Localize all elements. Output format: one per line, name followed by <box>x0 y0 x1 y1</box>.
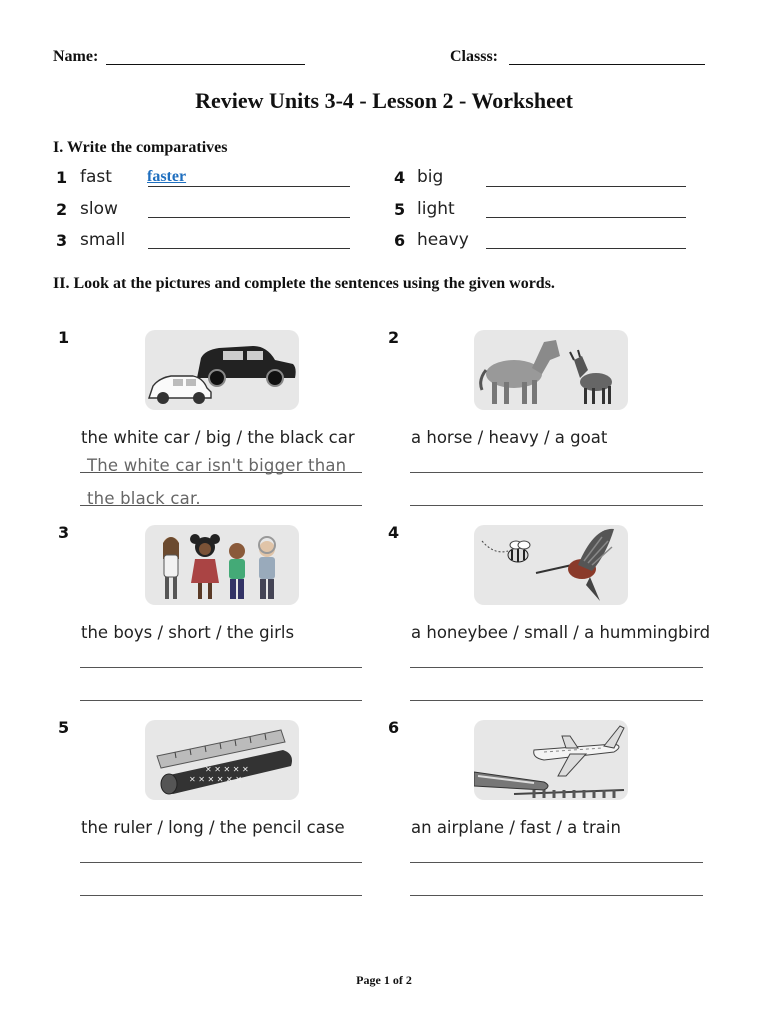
class-field[interactable] <box>509 50 705 65</box>
page-title: Review Units 3-4 - Lesson 2 - Worksheet <box>195 88 573 113</box>
cars-icon <box>145 330 299 410</box>
exercise-prompt: a honeybee / small / a hummingbird <box>411 623 711 642</box>
picture-box <box>145 330 299 410</box>
item-number: 4 <box>394 168 406 187</box>
bee-hummingbird-icon <box>474 525 628 605</box>
picture-box <box>474 330 628 410</box>
handwritten-answer: the black car. <box>87 489 201 508</box>
item-number: 2 <box>56 200 68 219</box>
answer-line-2[interactable] <box>410 700 703 701</box>
exercise-number: 2 <box>388 328 400 347</box>
answer-field[interactable] <box>486 197 686 218</box>
answer-text: faster <box>147 168 187 185</box>
exercise-prompt: an airplane / fast / a train <box>411 818 621 837</box>
section2-heading: II. Look at the pictures and complete the sentences using the given words. <box>53 275 555 292</box>
item-word: heavy <box>417 230 469 250</box>
picture-box <box>145 525 299 605</box>
exercise-prompt: a horse / heavy / a goat <box>411 428 608 447</box>
picture-box <box>474 720 628 800</box>
class-label: Classs: <box>450 48 499 65</box>
horse-goat-icon <box>474 330 628 410</box>
item-number: 5 <box>394 200 406 219</box>
answer-line-2[interactable] <box>80 895 362 896</box>
answer-line-1[interactable] <box>410 862 703 863</box>
answer-field[interactable] <box>148 228 350 249</box>
name-label: Name: <box>53 48 99 65</box>
name-field[interactable] <box>106 50 305 65</box>
airplane-train-icon <box>474 720 628 800</box>
answer-field[interactable] <box>486 228 686 249</box>
answer-line-1[interactable] <box>410 472 703 473</box>
answer-field[interactable] <box>486 166 686 187</box>
exercise-number: 4 <box>388 523 400 542</box>
item-word: slow <box>80 199 118 219</box>
picture-box <box>145 720 299 800</box>
item-number: 1 <box>56 168 68 187</box>
exercise-number: 3 <box>58 523 70 542</box>
ruler-pencil-case-icon <box>145 720 299 800</box>
item-word: big <box>417 167 444 187</box>
item-word: fast <box>80 167 112 187</box>
svg-text:✕ ✕ ✕ ✕ ✕: ✕ ✕ ✕ ✕ ✕ <box>205 765 249 774</box>
item-number: 6 <box>394 231 406 250</box>
answer-line-1[interactable] <box>80 862 362 863</box>
answer-line-2[interactable] <box>410 895 703 896</box>
answer-line-1[interactable] <box>410 667 703 668</box>
answer-line-1[interactable] <box>80 667 362 668</box>
item-word: light <box>417 199 455 219</box>
picture-box <box>474 525 628 605</box>
exercise-prompt: the white car / big / the black car <box>81 428 355 447</box>
answer-field[interactable] <box>148 197 350 218</box>
children-icon <box>145 525 299 605</box>
exercise-number: 6 <box>388 718 400 737</box>
exercise-number: 5 <box>58 718 70 737</box>
section1-heading: I. Write the comparatives <box>53 139 228 156</box>
item-word: small <box>80 230 126 250</box>
handwritten-answer: The white car isn't bigger than <box>87 456 347 475</box>
answer-line-2[interactable] <box>80 700 362 701</box>
exercise-number: 1 <box>58 328 70 347</box>
exercise-prompt: the boys / short / the girls <box>81 623 295 642</box>
page-number: Page 1 of 2 <box>356 973 412 987</box>
answer-line-2[interactable] <box>410 505 703 506</box>
svg-text:✕ ✕ ✕ ✕ ✕ ✕: ✕ ✕ ✕ ✕ ✕ ✕ <box>189 775 242 784</box>
exercise-prompt: the ruler / long / the pencil case <box>81 818 345 837</box>
item-number: 3 <box>56 231 68 250</box>
